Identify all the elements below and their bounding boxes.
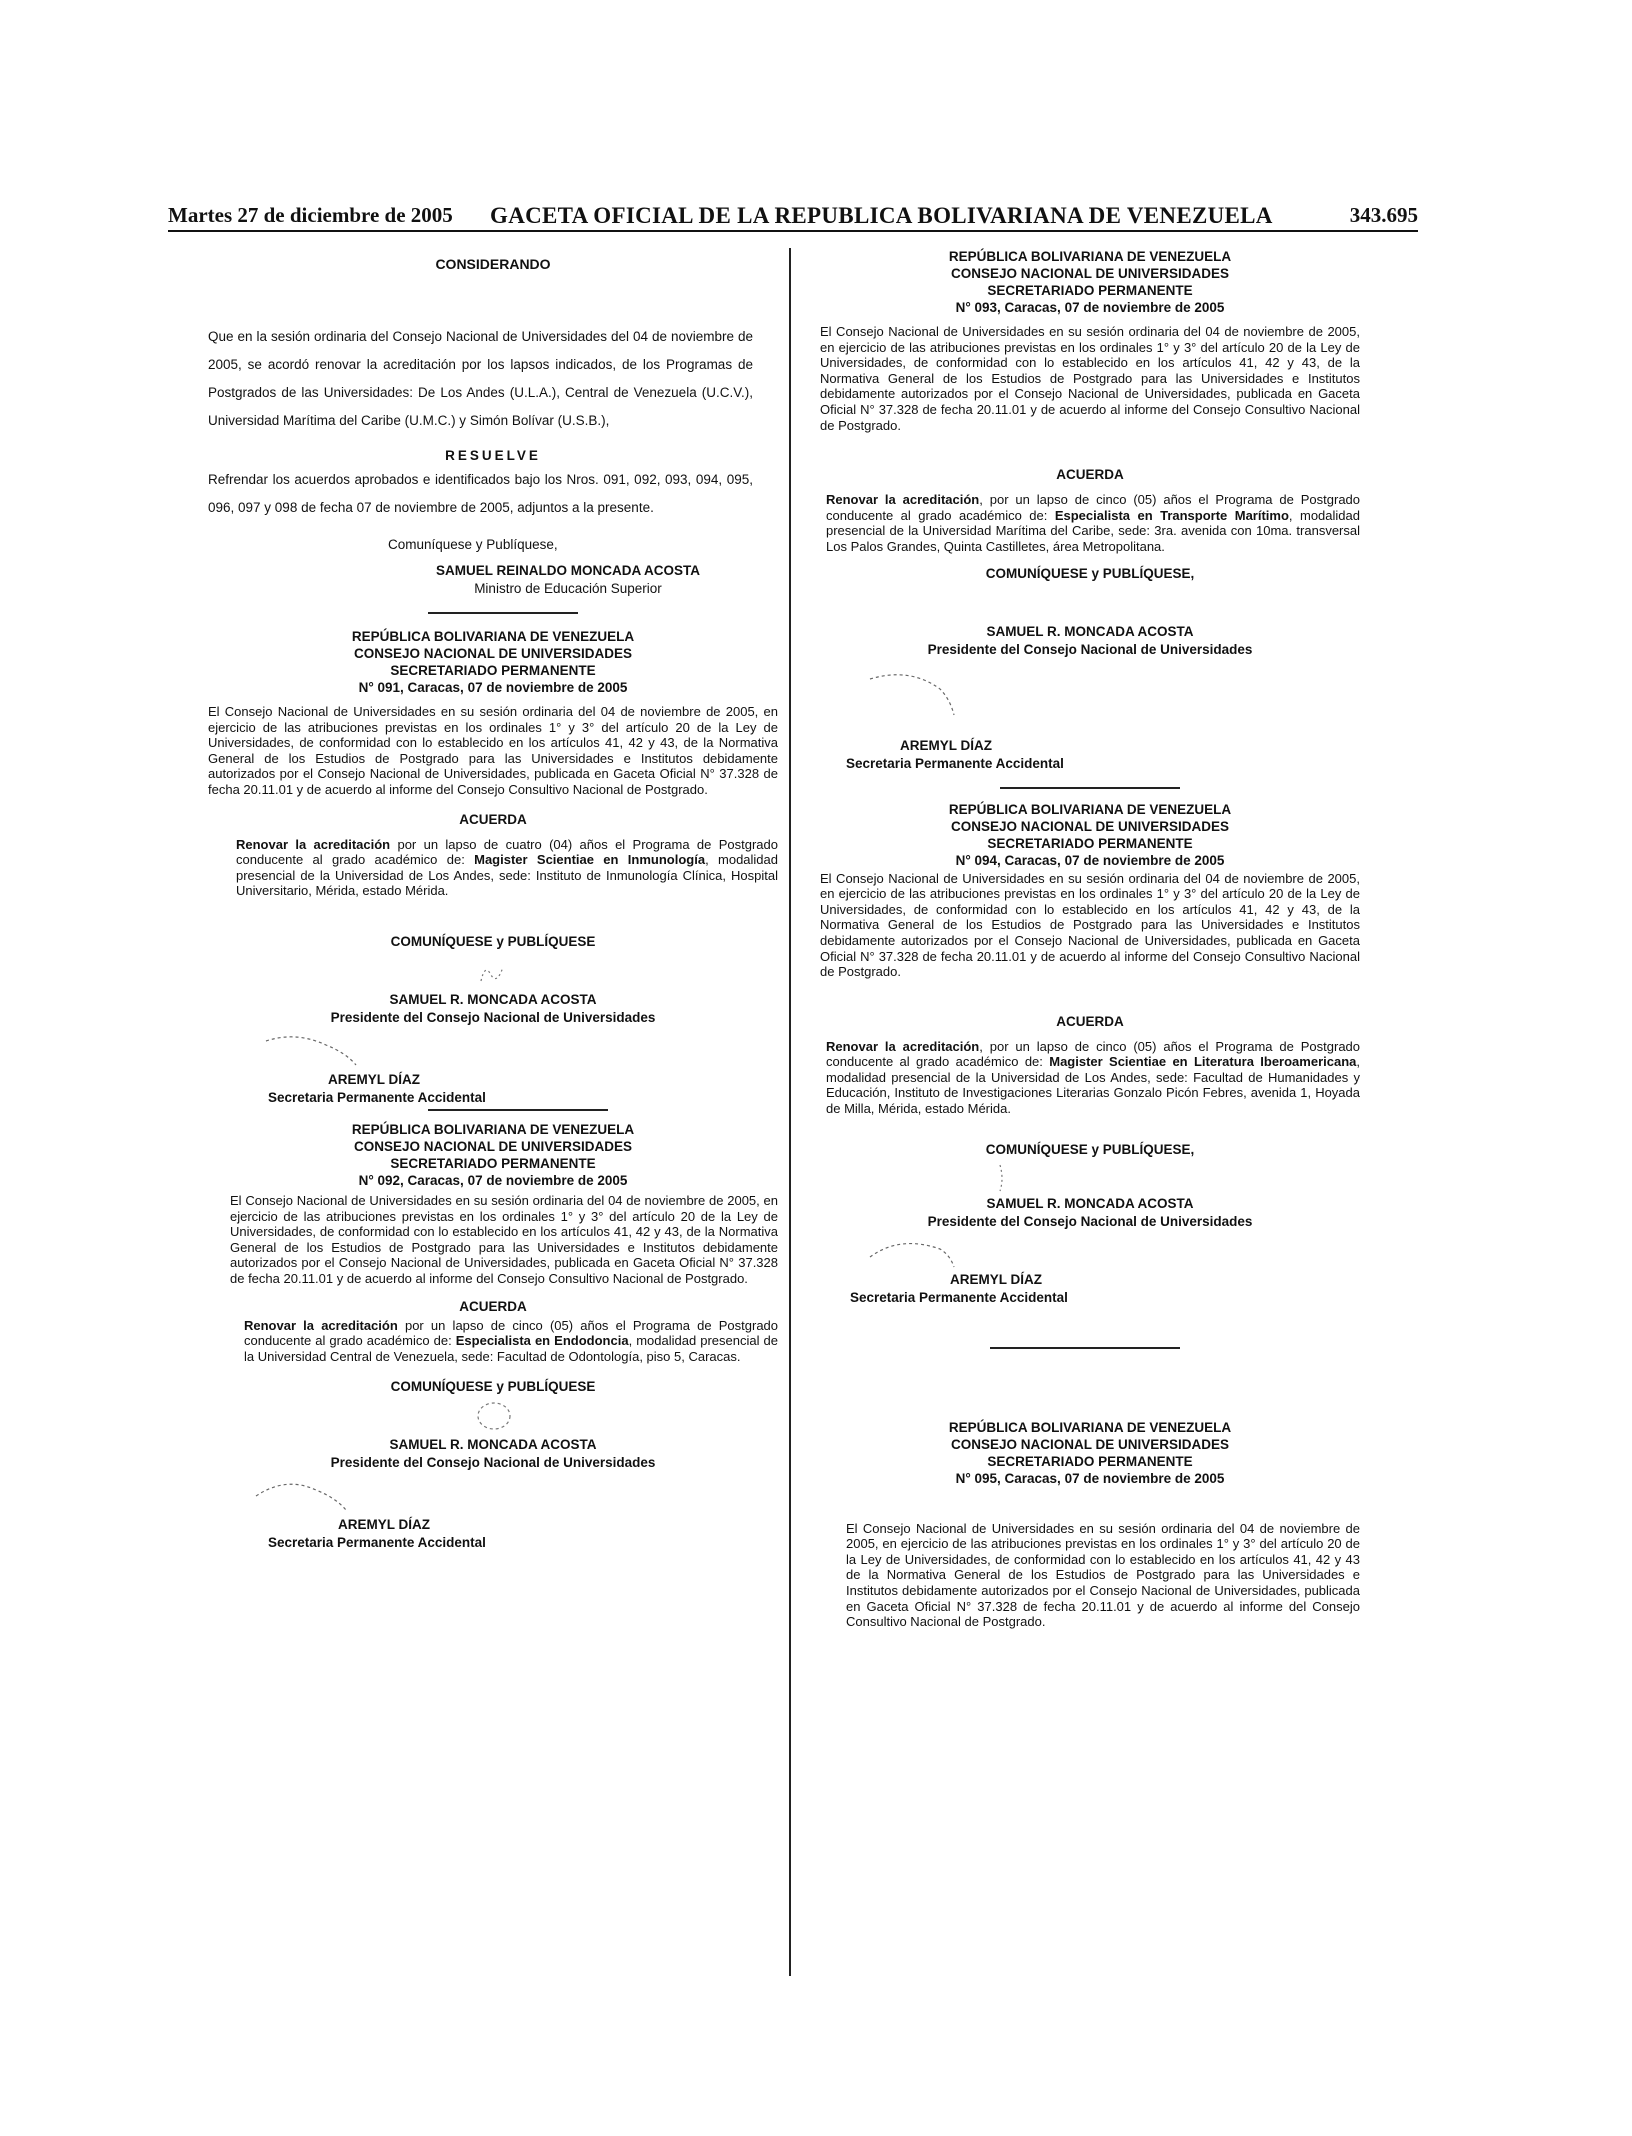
resolution-number: N° 094, Caracas, 07 de noviembre de 2005 bbox=[955, 852, 1225, 868]
heading-council: CONSEJO NACIONAL DE UNIVERSIDADES bbox=[950, 266, 1230, 281]
separator-rule bbox=[428, 612, 578, 614]
program-name: Magister Scientiae en Inmunología bbox=[474, 852, 706, 868]
resolution-body: El Consejo Nacional de Universidades en su sesión ordinaria del 04 de noviembre de 2005, en ejercicio de las atribuciones previstas en los ordinales 1° y 3° del artículo 20 de la Ley de Universidades, de conformidad con lo establecido en los artículos 41, 42 y 43, de la Normativa General de los Estudios de Postgrado para las Universidades e Institutos debidamente autorizados por el Consejo Nacional de Universidades, publicada en Gaceta Oficial N° 37.328 de fecha 20.11.01 y de acuerdo al informe del Consejo Consultivo Nacional de Postgrado. bbox=[820, 324, 1360, 433]
president-role: Presidente del Consejo Nacional de Universidades bbox=[330, 1009, 656, 1025]
heading-republic: REPÚBLICA BOLIVARIANA DE VENEZUELA bbox=[351, 1121, 635, 1137]
acuerda-heading: ACUERDA bbox=[459, 1298, 527, 1314]
comuniquese-line: Comuníquese y Publíquese, bbox=[388, 537, 558, 552]
secretary-signature bbox=[208, 1071, 778, 1107]
header-title: GACETA OFICIAL DE LA REPUBLICA BOLIVARIANA DE VENEZUELA bbox=[490, 203, 1273, 228]
page-number: 343.695 bbox=[1349, 203, 1418, 227]
heading-secretariat: SECRETARIADO PERMANENTE bbox=[390, 1155, 596, 1171]
signature-mark bbox=[463, 951, 523, 991]
acuerda-heading: ACUERDA bbox=[1056, 467, 1124, 483]
president-name: SAMUEL R. MONCADA ACOSTA bbox=[389, 1437, 597, 1453]
resolution-092 bbox=[208, 1121, 778, 1552]
signature-mark bbox=[248, 1472, 368, 1516]
acuerda-text bbox=[820, 492, 1360, 554]
resolution-091 bbox=[208, 628, 778, 1107]
heading-council: CONSEJO NACIONAL DE UNIVERSIDADES bbox=[950, 1436, 1230, 1452]
secretary-name: AREMYL DÍAZ bbox=[900, 737, 993, 753]
signature-block bbox=[820, 565, 1360, 773]
heading-secretariat: SECRETARIADO PERMANENTE bbox=[987, 835, 1193, 851]
acuerda-text-b: , modalidad presencial de la Universidad de Los Andes, sede: Facultad de Humanidades y Educación, Instituto de Investigaciones Literarias Gonzalo Picón Febres, avenida 1, Hoyada de Milla, Mérida, estado Mérida. bbox=[826, 1054, 1360, 1117]
resolution-number: N° 095, Caracas, 07 de noviembre de 2005 bbox=[955, 1470, 1225, 1486]
acuerda-lead: Renovar la acreditación bbox=[236, 836, 391, 852]
heading-secretariat: SECRETARIADO PERMANENTE bbox=[987, 283, 1193, 298]
heading-republic: REPÚBLICA BOLIVARIANA DE VENEZUELA bbox=[351, 629, 635, 644]
acuerda-heading: ACUERDA bbox=[1056, 1013, 1124, 1029]
heading-council: CONSEJO NACIONAL DE UNIVERSIDADES bbox=[950, 818, 1230, 834]
left-column bbox=[208, 248, 778, 1552]
resolution-number: N° 093, Caracas, 07 de noviembre de 2005 bbox=[955, 300, 1225, 315]
resolution-094 bbox=[820, 801, 1360, 1307]
signature-mark bbox=[258, 1027, 378, 1071]
acuerda-text-a: , por un lapso de cinco (05) años el Programa de Postgrado conducente al grado académico de: bbox=[826, 1038, 1361, 1070]
acuerda-lead: Renovar la acreditación bbox=[244, 1317, 398, 1333]
resolution-095 bbox=[820, 1419, 1360, 1630]
program-name: Especialista en Endodoncia bbox=[455, 1333, 629, 1349]
heading-secretariat: SECRETARIADO PERMANENTE bbox=[987, 1453, 1193, 1469]
separator-rule bbox=[990, 1347, 1180, 1349]
resolution-body: El Consejo Nacional de Universidades en su sesión ordinaria del 04 de noviembre de 2005, en ejercicio de las atribuciones previstas en los ordinales 1° y 3° del artículo 20 de la Ley de Universidades, de conformidad con lo establecido en los artículos 41, 42 y 43, de la Normativa General de los Estudios de Postgrado para las Universidades e Institutos debidamente autorizados por el Consejo Nacional de Universidades, publicada en Gaceta Oficial N° 37.328 de fecha 20.11.01 y de acuerdo al informe del Consejo Consultivo Nacional de Postgrado. bbox=[230, 1192, 778, 1286]
minister-role: Ministro de Educación Superior bbox=[474, 581, 662, 596]
secretary-role: Secretaria Permanente Accidental bbox=[268, 1535, 486, 1551]
heading-republic: REPÚBLICA BOLIVARIANA DE VENEZUELA bbox=[948, 801, 1232, 817]
secretary-signature bbox=[820, 719, 1360, 773]
resolution-number: N° 091, Caracas, 07 de noviembre de 2005 bbox=[358, 680, 628, 695]
signature-mark bbox=[458, 1396, 528, 1436]
column-divider bbox=[789, 248, 791, 1976]
program-name: Especialista en Transporte Marítimo bbox=[1054, 507, 1289, 523]
resolution-body: El Consejo Nacional de Universidades en su sesión ordinaria del 04 de noviembre de 2005, en ejercicio de las atribuciones previstas en los ordinales 1° y 3° del artículo 20 de la Ley de Universidades, de conformidad con lo establecido en los artículos 41, 42 y 43, de la Normativa General de los Estudios de Postgrado para las Universidades e Institutos debidamente autorizados por el Consejo Nacional de Universidades, publicada en Gaceta Oficial N° 37.328 de fecha 20.11.01 y de acuerdo al informe del Consejo Consultivo Nacional de Postgrado. bbox=[820, 870, 1360, 980]
signature-mark bbox=[860, 1231, 980, 1271]
considerando-text: Que en la sesión ordinaria del Consejo Nacional de Universidades del 04 de noviembre de 2005, se acordó renovar la acreditación por los lapsos indicados, de los Programas de Postgrados de las Universidades: De Los Andes (U.L.A.), Central de Venezuela (U.C.V.), Universidad Marítima del Caribe (U.M.C.) y Simón Bolívar (U.S.B.), bbox=[208, 329, 753, 428]
acuerda-text bbox=[208, 837, 778, 899]
heading-republic: REPÚBLICA BOLIVARIANA DE VENEZUELA bbox=[948, 1419, 1232, 1435]
secretary-name: AREMYL DÍAZ bbox=[950, 1271, 1043, 1287]
resolution-body: El Consejo Nacional de Universidades en su sesión ordinaria del 04 de noviembre de 2005, en ejercicio de las atribuciones previstas en los ordinales 1° y 3° del artículo 20 de la Ley de Universidades, de conformidad con lo establecido en los artículos 41, 42 y 43 de la Normativa General de los Estudios de Postgrado para las Universidades e Institutos debidamente autorizados por el Consejo Nacional de Universidades, publicada en Gaceta Oficial N° 37.328 de fecha 20.11.01 y de acuerdo al informe del Consejo Consultivo Nacional de Postgrado. bbox=[846, 1520, 1360, 1630]
signature-mark bbox=[990, 1159, 1050, 1195]
secretary-role: Secretaria Permanente Accidental bbox=[268, 1089, 486, 1105]
secretary-name: AREMYL DÍAZ bbox=[338, 1517, 431, 1533]
president-role: Presidente del Consejo Nacional de Universidades bbox=[927, 641, 1253, 657]
comuniquese-line: COMUNÍQUESE y PUBLÍQUESE, bbox=[985, 1141, 1195, 1157]
acuerda-lead: Renovar la acreditación bbox=[826, 1038, 980, 1054]
acuerda-text bbox=[820, 1039, 1360, 1117]
program-name: Magister Scientiae en Literatura Iberoamericana bbox=[1049, 1054, 1357, 1070]
acuerda-text-b: , modalidad presencial de la Universidad Marítima del Caribe, sede: 3ra. avenida con 10ma. transversal Los Palos Grandes, Quinta Castilletes, área Metropolitana. bbox=[826, 507, 1360, 554]
acuerda-text-b: , modalidad presencial de la Universidad de Los Andes, sede: Instituto de Inmunología Clínica, Hospital Universitario, Mérida, estado Mérida. bbox=[236, 852, 778, 899]
secretary-role: Secretaria Permanente Accidental bbox=[846, 755, 1064, 771]
resolution-093 bbox=[820, 248, 1360, 773]
resolution-body: El Consejo Nacional de Universidades en su sesión ordinaria del 04 de noviembre de 2005, en ejercicio de las atribuciones previstas en los ordinales 1° y 3° del artículo 20 de la Ley de Universidades, de conformidad con lo establecido en los artículos 41, 42 y 43, de la Normativa General de los Estudios de Postgrado para las Universidades e Institutos debidamente autorizados por el Consejo Nacional de Universidades, publicada en Gaceta Oficial N° 37.328 de fecha 20.11.01 y de acuerdo al informe del Consejo Consultivo Nacional de Postgrado. bbox=[208, 704, 778, 797]
heading-secretariat: SECRETARIADO PERMANENTE bbox=[390, 663, 596, 678]
considerando-heading: CONSIDERANDO bbox=[435, 256, 551, 272]
president-name: SAMUEL R. MONCADA ACOSTA bbox=[986, 1195, 1194, 1211]
separator-rule bbox=[1000, 787, 1180, 789]
page-header bbox=[168, 203, 1418, 229]
comuniquese-line: COMUNÍQUESE y PUBLÍQUESE bbox=[390, 1379, 596, 1395]
acuerda-text-a: por un lapso de cuatro (04) años el Programa de Postgrado conducente al grado académico de: bbox=[236, 836, 778, 868]
comuniquese-line: COMUNÍQUESE y PUBLÍQUESE, bbox=[985, 565, 1195, 581]
acuerda-text-a: , por un lapso de cinco (05) años el Programa de Postgrado conducente al grado académico de: bbox=[826, 492, 1361, 523]
president-role: Presidente del Consejo Nacional de Universidades bbox=[927, 1213, 1253, 1229]
secretary-role: Secretaria Permanente Accidental bbox=[850, 1289, 1068, 1305]
signature-block bbox=[208, 1378, 778, 1552]
resuelve-text: Refrendar los acuerdos aprobados e identificados bajo los Nros. 091, 092, 093, 094, 095, 096, 097 y 098 de fecha 07 de noviembre de 2005, adjuntos a la presente. bbox=[208, 472, 753, 515]
acuerda-lead: Renovar la acreditación bbox=[826, 492, 980, 508]
signature-block bbox=[820, 1141, 1360, 1307]
acuerda-text-b: , modalidad presencial de la Universidad Central de Venezuela, sede: Facultad de Odontología, piso 5, Caracas. bbox=[244, 1333, 778, 1364]
right-column bbox=[820, 248, 1360, 1630]
secretary-signature bbox=[820, 1271, 1360, 1307]
header-rule bbox=[168, 230, 1418, 232]
acuerda-text-a: por un lapso de cinco (05) años el Programa de Postgrado conducente al grado académico de: bbox=[244, 1317, 779, 1349]
minister-name: SAMUEL REINALDO MONCADA ACOSTA bbox=[436, 563, 700, 578]
resolution-number: N° 092, Caracas, 07 de noviembre de 2005 bbox=[358, 1172, 628, 1188]
secretary-name: AREMYL DÍAZ bbox=[328, 1071, 421, 1087]
comuniquese-line: COMUNÍQUESE y PUBLÍQUESE bbox=[390, 933, 596, 949]
president-role: Presidente del Consejo Nacional de Universidades bbox=[330, 1455, 656, 1471]
heading-republic: REPÚBLICA BOLIVARIANA DE VENEZUELA bbox=[948, 249, 1232, 264]
minister-signature bbox=[208, 536, 778, 598]
signature-mark bbox=[860, 659, 980, 719]
secretary-signature bbox=[208, 1516, 778, 1552]
acuerda-heading: ACUERDA bbox=[459, 811, 527, 827]
header-date: Martes 27 de diciembre de 2005 bbox=[168, 203, 453, 227]
heading-council: CONSEJO NACIONAL DE UNIVERSIDADES bbox=[353, 646, 633, 661]
signature-block bbox=[208, 933, 778, 1107]
president-name: SAMUEL R. MONCADA ACOSTA bbox=[389, 991, 597, 1007]
acuerda-text bbox=[208, 1318, 778, 1365]
separator-rule bbox=[428, 1109, 608, 1111]
heading-council: CONSEJO NACIONAL DE UNIVERSIDADES bbox=[353, 1138, 633, 1154]
resuelve-heading: RESUELVE bbox=[445, 448, 541, 463]
president-name: SAMUEL R. MONCADA ACOSTA bbox=[986, 623, 1194, 639]
